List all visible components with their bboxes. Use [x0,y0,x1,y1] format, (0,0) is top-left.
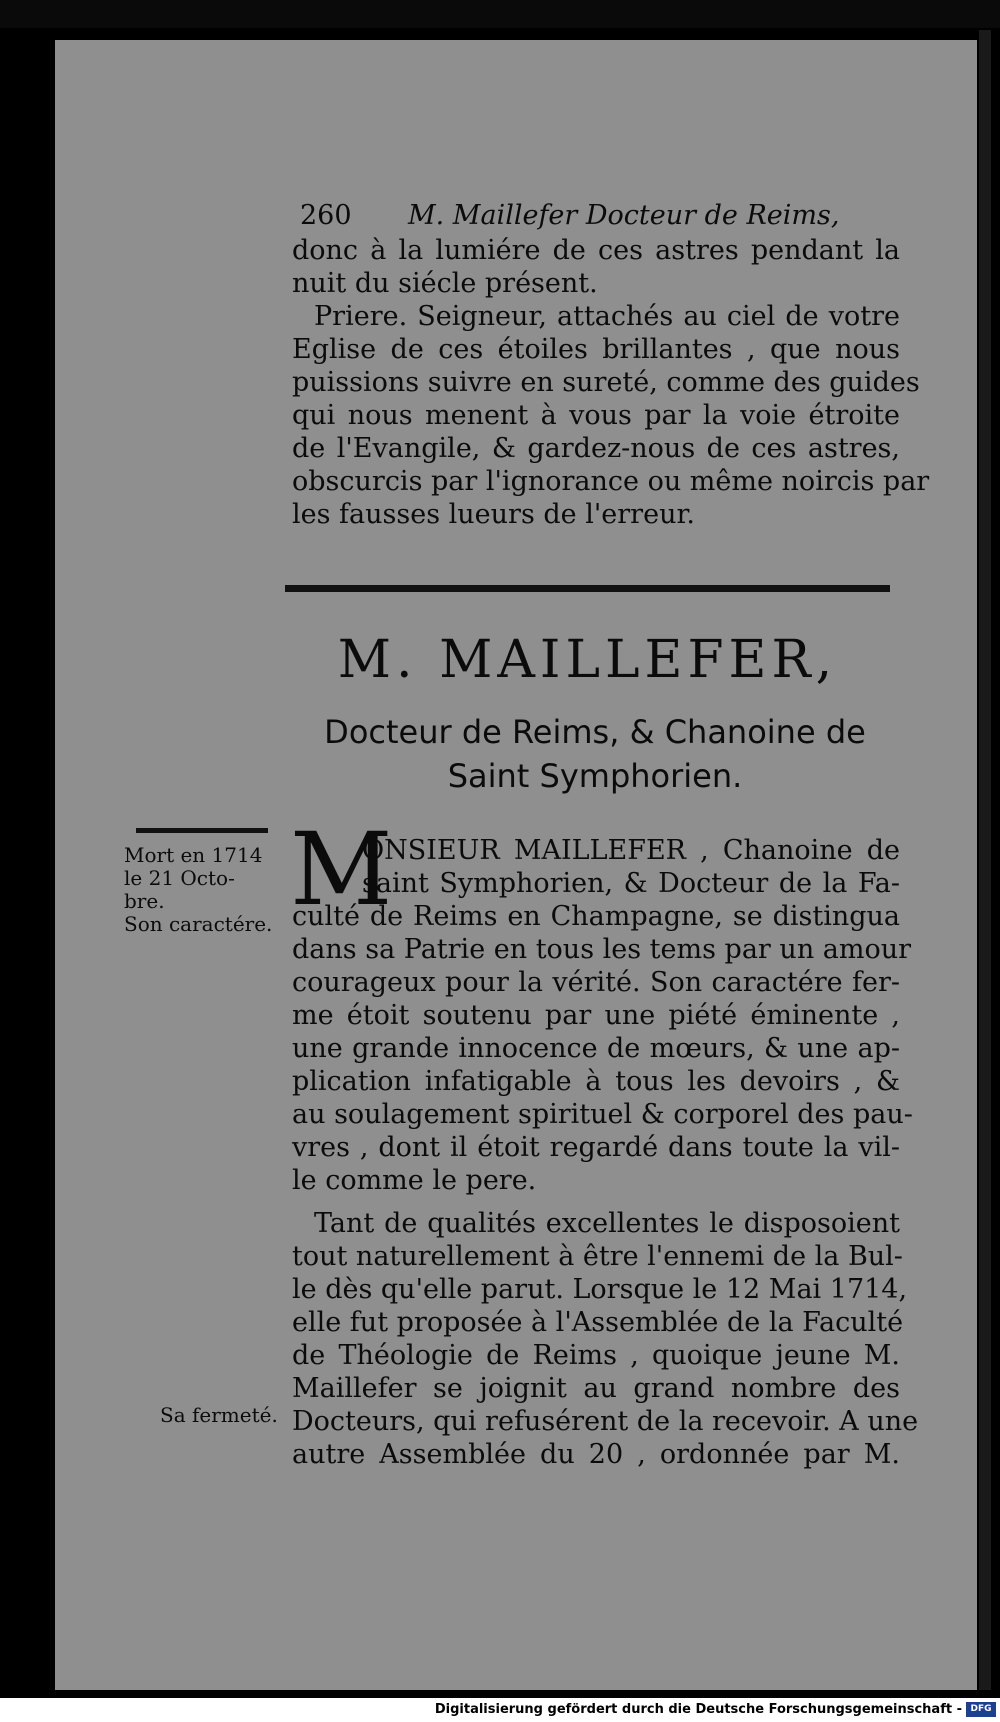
subtitle-line: Saint Symphorien. [447,757,743,795]
text-line: plication infatigable à tous les devoirs , & [292,1066,900,1097]
margin-line: Mort en 1714 [124,843,263,867]
prayer-paragraph [292,300,930,531]
digitization-footer [0,1698,1000,1722]
text-line: une grande innocence de mœurs, & une ap- [292,1033,900,1064]
text-line: de Théologie de Reims , quoique jeune M. [292,1340,900,1371]
text-line: au soulagement spirituel & corporel des pau- [292,1099,913,1130]
page-number: 260 [300,200,352,231]
text-line: ONSIEUR MAILLEFER , Chanoine de [362,835,900,866]
text-line: obscurcis par l'ignorance ou même noircis par [292,466,930,497]
text-line: dans sa Patrie en tous les tems par un amour [292,934,912,965]
margin-line: bre. [124,889,165,913]
scan-top-edge [0,0,1000,28]
text-line: culté de Reims en Champagne, se distingua [292,901,900,932]
text-line: le comme le pere. [292,1165,537,1196]
margin-line: Sa fermeté. [160,1403,278,1427]
footer-text: Digitalisierung gefördert durch die Deutsche Forschungsgemeinschaft - [434,1702,962,1717]
section-title: M. MAILLEFER, [337,630,838,690]
text-line: qui nous menent à vous par la voie étroite [292,400,900,431]
text-line: courageux pour la vérité. Son caractére fer- [292,967,900,998]
text-line: de l'Evangile, & gardez-nous de ces astres, [292,433,900,464]
drop-cap: M [290,811,393,928]
section-subtitle [285,710,905,798]
text-line: puissions suivre en sureté, comme des guides [292,367,920,398]
text-line: Eglise de ces étoiles brillantes , que nous [292,334,900,365]
text-line: Priere. Seigneur, attachés au ciel de votre [314,301,900,332]
margin-line: le 21 Octo- [124,866,235,890]
section-divider [285,585,890,592]
text-line: autre Assemblée du 20 , ordonnée par M. [292,1439,900,1470]
text-line: Tant de qualités excellentes le disposoient [314,1208,900,1239]
text-line: donc à la lumiére de ces astres pendant la [292,235,900,266]
intro-text [292,234,900,300]
text-line: vres , dont il étoit regardé dans toute la vil- [292,1132,900,1163]
margin-note-death [124,844,284,936]
text-line: Maillefer se joignit au grand nombre des [292,1373,900,1404]
text-line: saint Symphorien, & Docteur de la Fa- [362,868,900,899]
text-line: les fausses lueurs de l'erreur. [292,499,695,530]
running-title: M. Maillefer Docteur de Reims, [408,200,840,231]
text-line: elle fut proposée à l'Assemblée de la Faculté [292,1307,904,1338]
text-line: me étoit soutenu par une piété éminente , [292,1000,900,1031]
scan-right-edge [979,30,991,1690]
paragraph-1 [292,834,913,1197]
paragraph-2 [292,1207,919,1471]
text-line: le dès qu'elle parut. Lorsque le 12 Mai 1714, [292,1274,908,1305]
subtitle-line: Docteur de Reims, & Chanoine de [324,713,866,751]
text-line: tout naturellement à être l'ennemi de la Bul- [292,1241,903,1272]
margin-rule [136,828,268,833]
dfg-logo: DFG [966,1702,996,1717]
text-line: Docteurs, qui refusérent de la recevoir. A une [292,1406,919,1437]
margin-line: Son caractére. [124,912,273,936]
text-line: nuit du siécle présent. [292,268,598,299]
